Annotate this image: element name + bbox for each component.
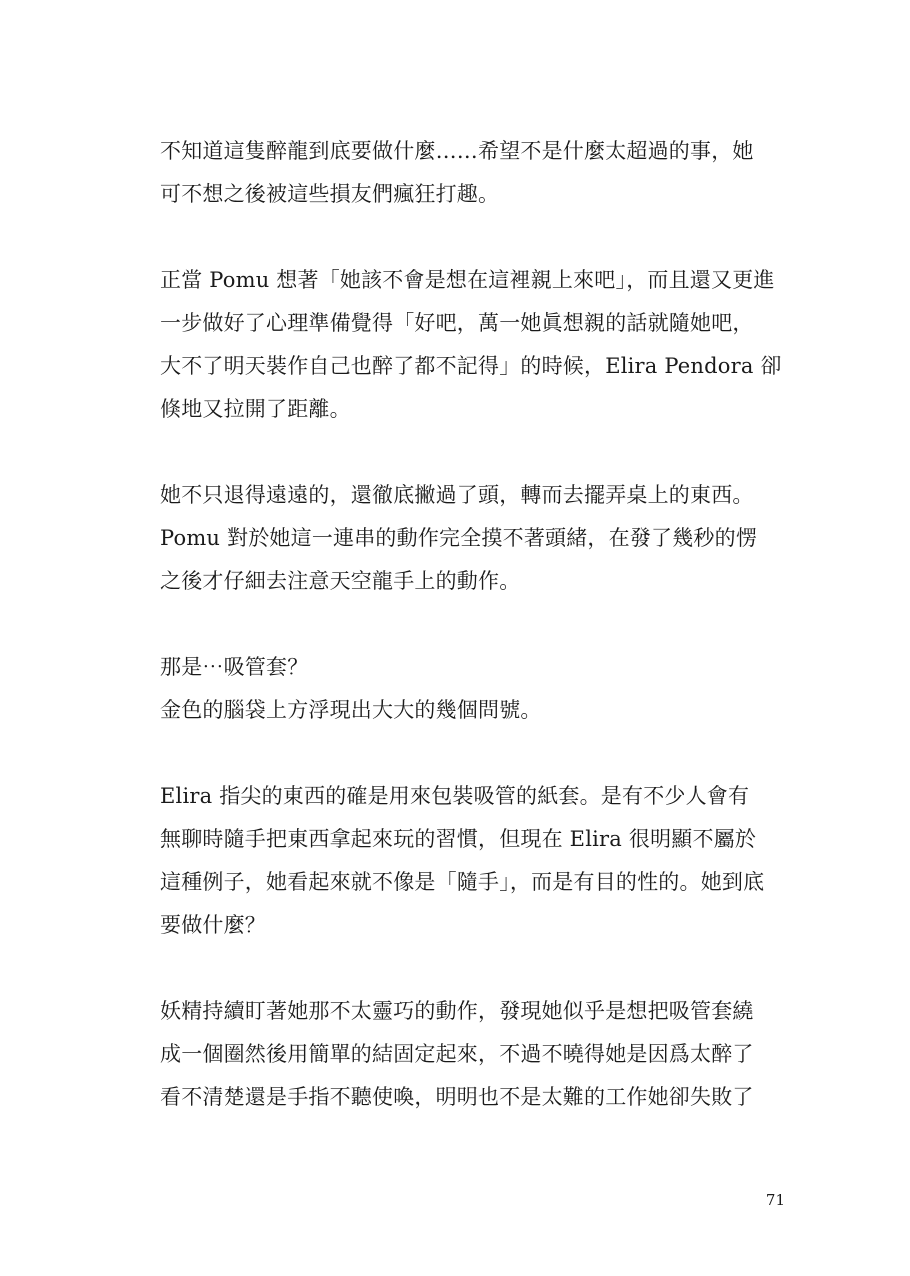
text-line: 無聊時隨手把東西拿起來玩的習慣，但現在 Elira 很明顯不屬於 (160, 827, 757, 851)
text-line: 她不只退得遠遠的，還徹底撇過了頭，轉而去擺弄桌上的東西。 (160, 483, 754, 507)
text-line: 不知道這隻醉龍到底要做什麼……希望不是什麼太超過的事，她 (160, 139, 754, 163)
text-line: Elira 指尖的東西的確是用來包裝吸管的紙套。是有不少人會有 (160, 784, 750, 808)
paragraph (160, 775, 785, 947)
paragraph (160, 130, 785, 216)
text-line: 正當 Pomu 想著「她該不會是想在這裡親上來吧」，而且還又更進 (160, 268, 775, 292)
paragraph (160, 990, 785, 1119)
text-line: 一步做好了心理準備覺得「好吧，萬一她眞想親的話就隨她吧， (160, 311, 754, 335)
body-text (160, 130, 785, 1162)
paragraph (160, 646, 785, 732)
page-number: 71 (765, 1191, 785, 1209)
text-line: 大不了明天裝作自己也醉了都不記得」的時候，Elira Pendora 卻 (160, 354, 782, 378)
text-line: 成一個圈然後用簡單的結固定起來，不過不曉得她是因爲太醉了 (160, 1042, 754, 1066)
text-line: 金色的腦袋上方浮現出大大的幾個問號。 (160, 698, 542, 722)
text-line: 可不想之後被這些損友們瘋狂打趣。 (160, 182, 500, 206)
paragraph (160, 259, 785, 431)
text-line: Pomu 對於她這一連串的動作完全摸不著頭緒，在發了幾秒的愣 (160, 526, 758, 550)
paragraph (160, 474, 785, 603)
text-line: 看不清楚還是手指不聽使喚，明明也不是太難的工作她卻失敗了 (160, 1085, 754, 1109)
text-line: 要做什麼？ (160, 913, 266, 937)
text-line: 倏地又拉開了距離。 (160, 397, 351, 421)
text-line: 那是⋯吸管套？ (160, 655, 309, 679)
text-line: 這種例子，她看起來就不像是「隨手」，而是有目的性的。她到底 (160, 870, 765, 894)
text-line: 妖精持續盯著她那不太靈巧的動作，發現她似乎是想把吸管套繞 (160, 999, 754, 1023)
text-line: 之後才仔細去注意天空龍手上的動作。 (160, 569, 521, 593)
